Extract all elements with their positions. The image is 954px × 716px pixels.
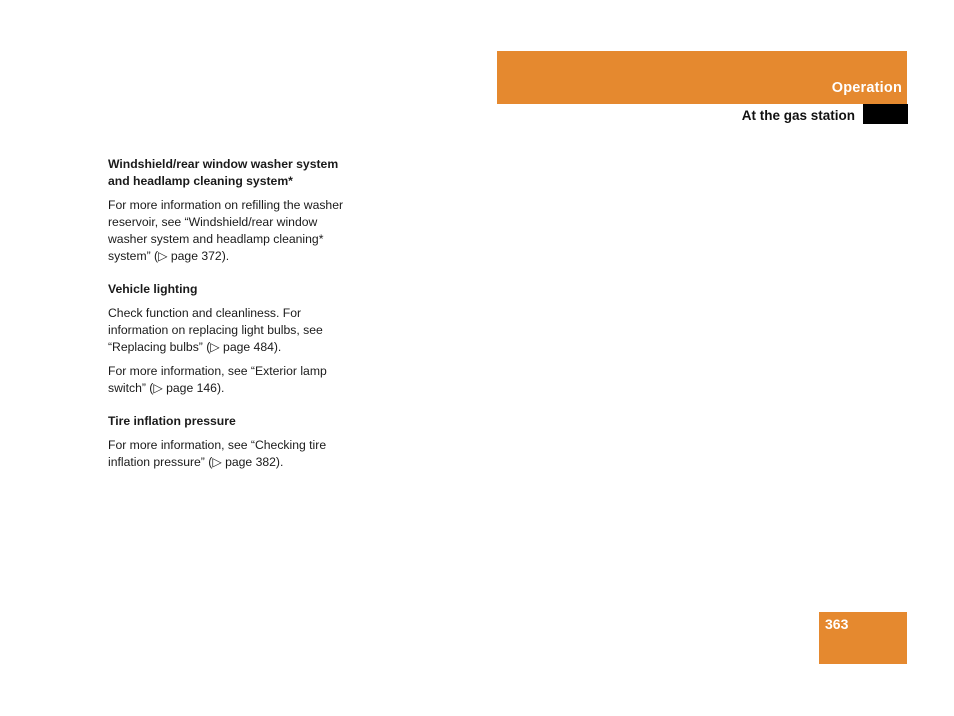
- heading-vehicle-lighting: Vehicle lighting: [108, 282, 198, 296]
- subsection-title: At the gas station: [741, 108, 855, 123]
- header-band: [497, 51, 907, 104]
- page-number: 363: [825, 616, 849, 632]
- heading-washer-system: Windshield/rear window washer system and headlamp cleaning system*: [108, 157, 339, 188]
- heading-tire-pressure: Tire inflation pressure: [108, 414, 236, 428]
- paragraph-lighting-check: Check function and cleanliness. For information on replacing light bulbs, see “Replacing bulbs” (▷ page 484).: [108, 306, 323, 354]
- paragraph-exterior-lamp: For more information, see “Exterior lamp switch” (▷ page 146).: [108, 364, 327, 395]
- chapter-tab-marker: [863, 104, 908, 124]
- section-title: Operation: [831, 80, 902, 96]
- page-number-box: [819, 612, 907, 664]
- paragraph-tire-pressure: For more information, see “Checking tire inflation pressure” (▷ page 382).: [108, 438, 327, 469]
- main-content: [108, 156, 353, 478]
- paragraph-washer-refill: For more information on refilling the washer reservoir, see “Windshield/rear window washer system and headlamp cleaning* system” (▷ page 372).: [108, 198, 344, 263]
